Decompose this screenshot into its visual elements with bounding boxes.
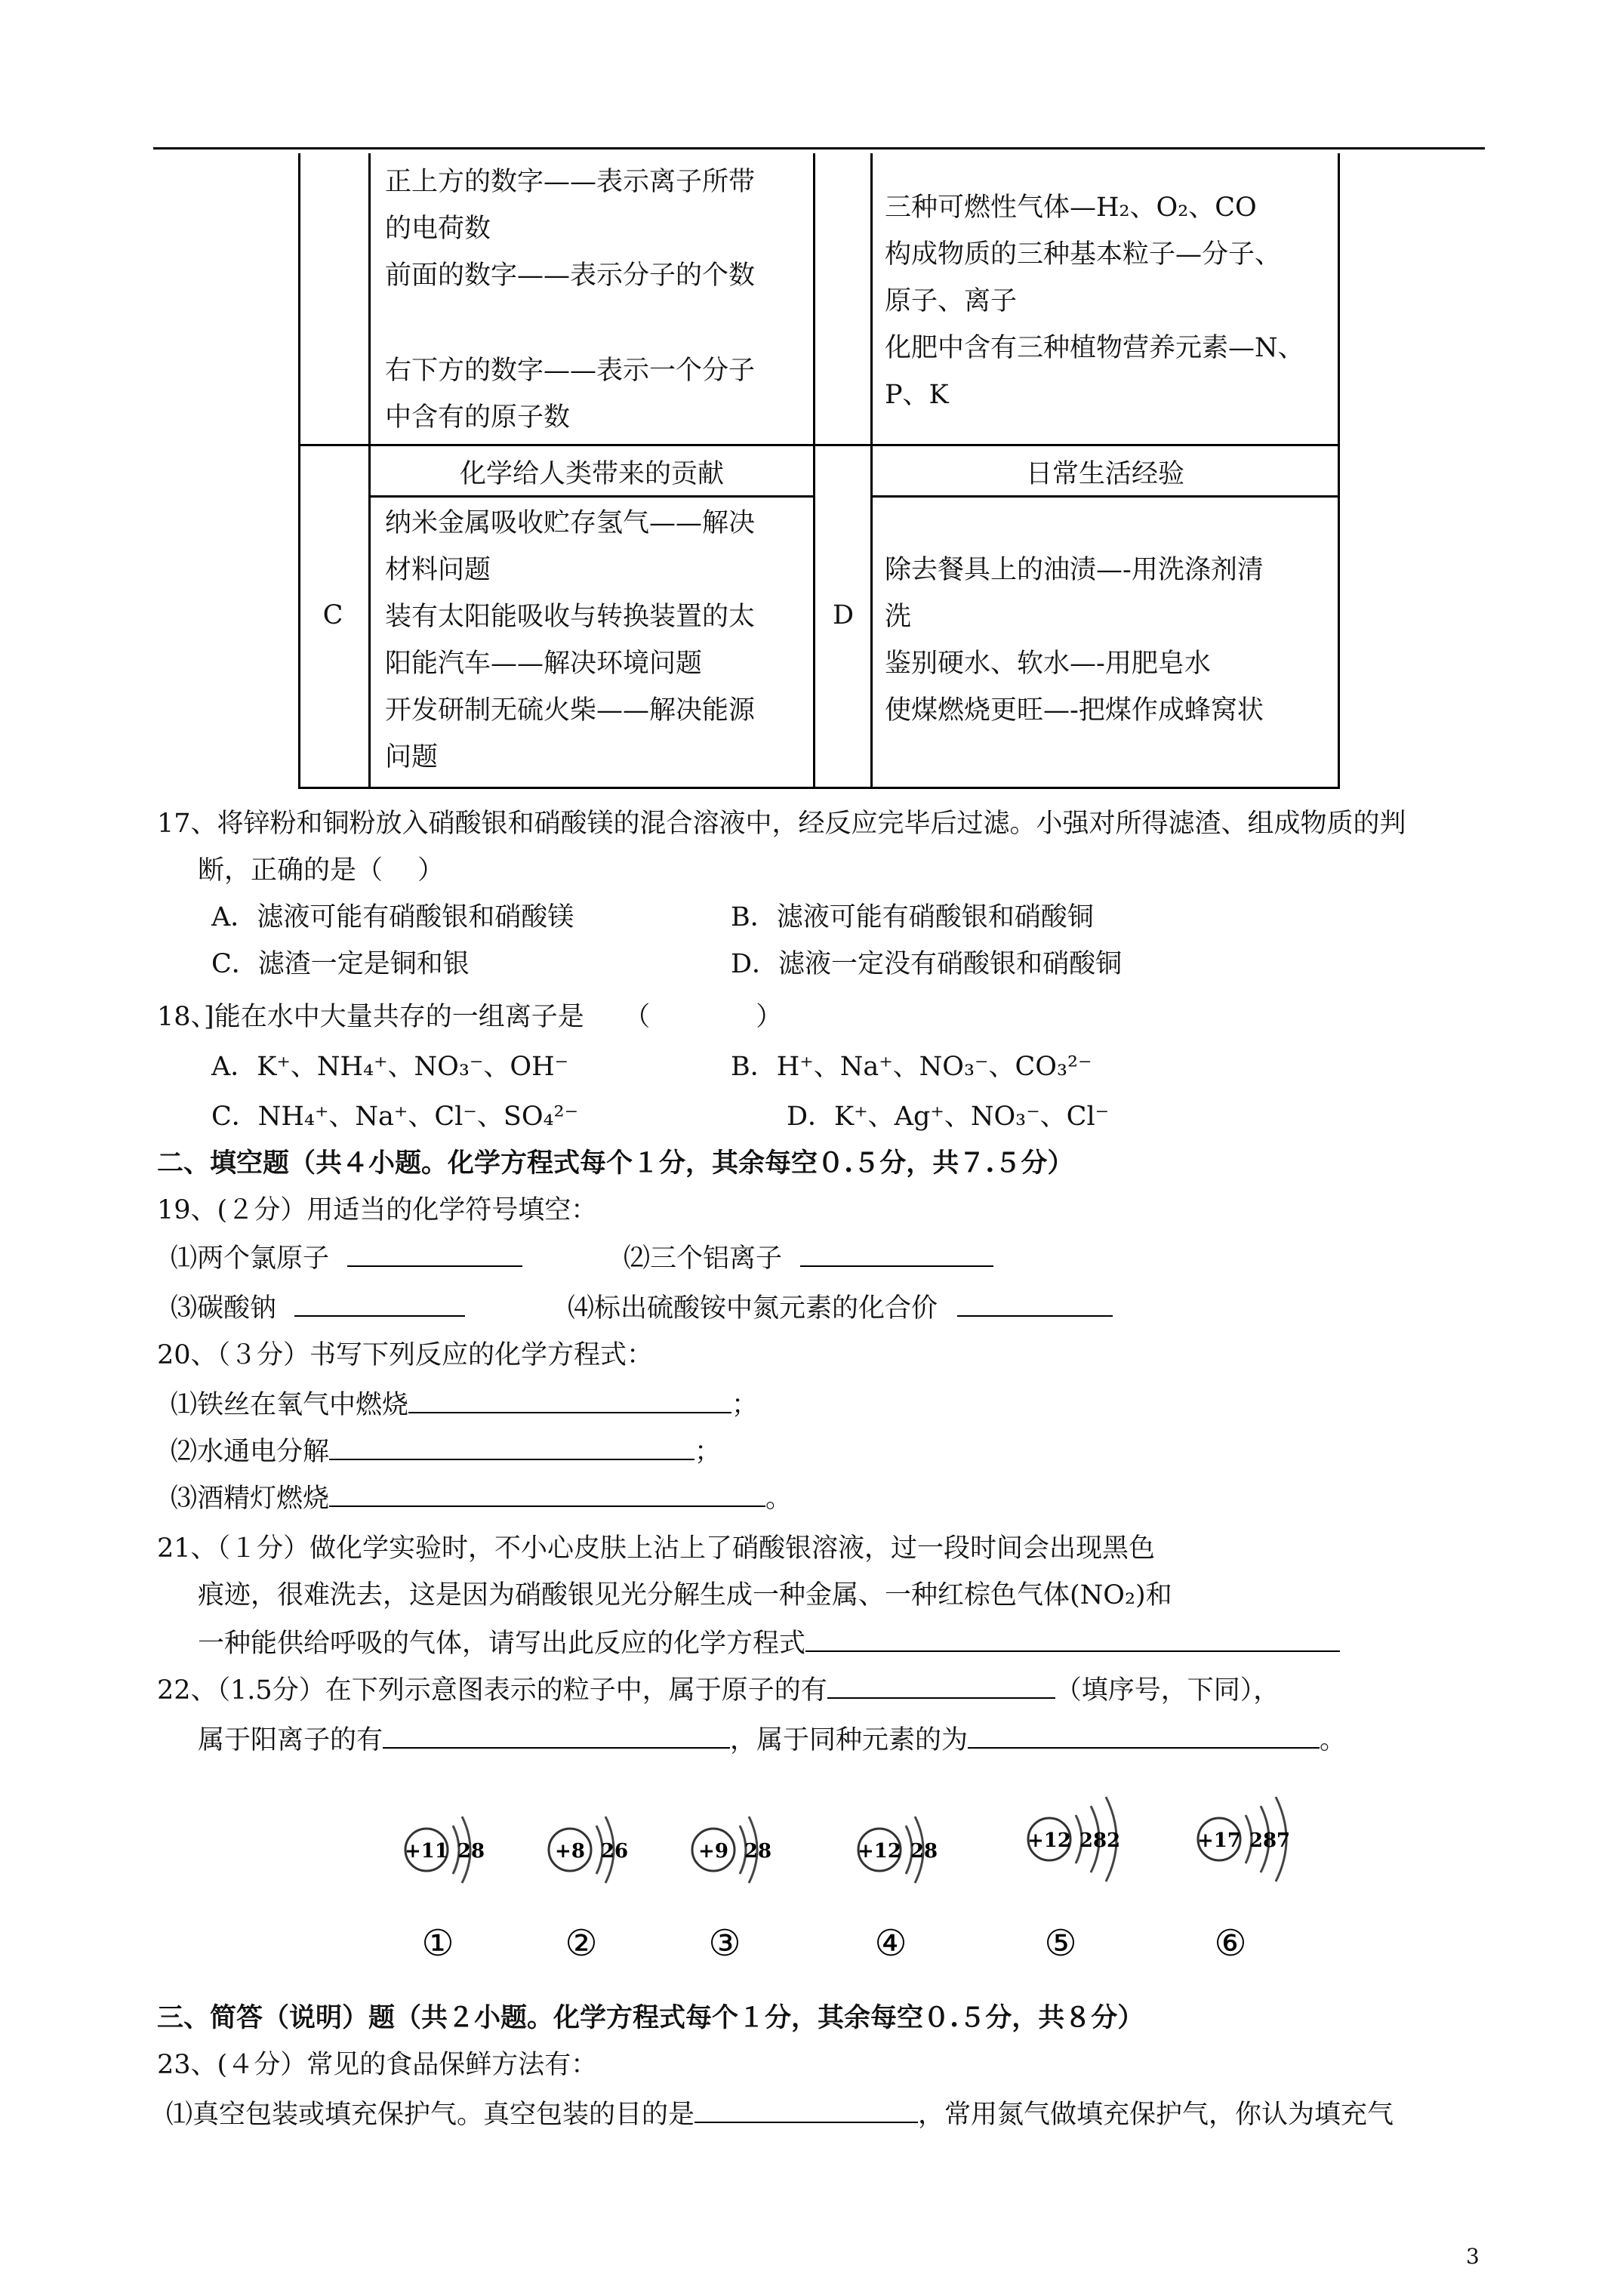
- q20-part-2-end: ；: [694, 1437, 722, 1467]
- row2-left-line-2: 材料问题: [385, 555, 491, 585]
- row-label-d: D: [832, 600, 855, 630]
- row1-left-line-2: 的电荷数: [385, 214, 491, 244]
- row1-left-line-5: 右下方的数字——表示一个分子: [385, 356, 756, 386]
- q19-blank-1[interactable]: [347, 1240, 522, 1267]
- q18-option-c: C．NH₄⁺、Na⁺、Cl⁻、SO₄²⁻: [211, 1102, 579, 1132]
- q22-blank-cations[interactable]: [383, 1721, 730, 1749]
- q22-line-1-text: 22、（1.5分）在下列示意图表示的粒子中，属于原子的有: [157, 1675, 827, 1706]
- q19-part-2-label: ⑵三个铝离子: [624, 1244, 783, 1274]
- nucleus-charge-3: +9: [698, 1840, 728, 1863]
- nucleus-charge-4: +12: [858, 1840, 901, 1863]
- nucleus-charge-1: +11: [405, 1840, 448, 1863]
- q20-part-2-label: ⑵水通电分解: [171, 1437, 330, 1467]
- q19-blank-2[interactable]: [800, 1240, 993, 1267]
- particle-label-2: ②: [565, 1922, 598, 1965]
- q21-line-3-text: 一种能供给呼吸的气体，请写出此反应的化学方程式: [198, 1629, 806, 1659]
- q19-part-3: [171, 1290, 465, 1326]
- q20-blank-1[interactable]: [408, 1386, 731, 1413]
- row1-left-line-6: 中含有的原子数: [385, 402, 571, 433]
- row2-right-line-2: 洗: [885, 602, 912, 632]
- q19-part-3-label: ⑶碳酸钠: [171, 1293, 277, 1324]
- particle-diagram-1: [393, 1774, 536, 1978]
- section-2-heading: 二、填空题（共４小题。化学方程式每个１分，其余每空０.５分，共７.５分）: [157, 1148, 1074, 1179]
- q17-option-d: D．滤液一定没有硝酸银和硝酸铜: [731, 949, 1123, 979]
- q23-blank-1[interactable]: [694, 2096, 918, 2123]
- q23-part-1-text: ⑴真空包装或填充保护气。真空包装的目的是: [166, 2100, 695, 2130]
- shell-electrons-2: 26: [600, 1840, 629, 1863]
- q21-line-2: 痕迹，很难洗去，这是因为硝酸银见光分解生成一种金属、一种红棕色气体(NO₂)和: [198, 1580, 1172, 1610]
- particle-diagram-6: [1185, 1774, 1329, 1978]
- particle-diagram-5: [1015, 1774, 1159, 1978]
- row1-right-line-4: 化肥中含有三种植物营养元素—N、: [885, 333, 1304, 363]
- particle-diagram-2: [536, 1774, 679, 1978]
- nucleus-charge-2: +8: [555, 1840, 585, 1863]
- q19-part-2: [624, 1240, 993, 1276]
- q19-part-1: [171, 1240, 522, 1276]
- q20-blank-2[interactable]: [329, 1433, 694, 1460]
- q22-line-2-text: 属于阳离子的有: [198, 1725, 383, 1755]
- particle-label-6: ⑥: [1214, 1922, 1247, 1965]
- row1-left-line-1: 正上方的数字——表示离子所带: [385, 167, 756, 197]
- page-number: 3: [1466, 2244, 1480, 2269]
- q17-option-a: A．滤液可能有硝酸银和硝酸镁: [211, 902, 574, 932]
- row2-left-line-1: 纳米金属吸收贮存氢气——解决: [385, 508, 756, 538]
- q21-line-3: [198, 1625, 1340, 1661]
- q19-part-1-label: ⑴两个氯原子: [171, 1244, 330, 1274]
- shell-electrons-5: 282: [1079, 1829, 1121, 1852]
- q20-part-1-end: ；: [731, 1390, 759, 1420]
- heading-daily-life: 日常生活经验: [1025, 459, 1184, 489]
- row2-left-line-5: 开发研制无硫火柴——解决能源: [385, 695, 756, 726]
- particle-structure-diagrams: [393, 1774, 1291, 1978]
- heading-contributions: 化学给人类带来的贡献: [459, 459, 724, 489]
- shell-electrons-4: 28: [910, 1840, 938, 1863]
- section-3-heading: 三、简答（说明）题（共２小题。化学方程式每个１分，其余每空０.５分，共８分）: [157, 2002, 1144, 2033]
- q18-option-a: A．K⁺、NH₄⁺、NO₃⁻、OH⁻: [211, 1052, 569, 1082]
- shell-electrons-1: 28: [457, 1840, 485, 1863]
- q22-blank-atoms[interactable]: [827, 1672, 1055, 1699]
- q19-part-4: [568, 1290, 1113, 1326]
- shell-electrons-3: 28: [744, 1840, 772, 1863]
- row2-right-line-1: 除去餐具上的油渍—-用洗涤剂清: [885, 555, 1264, 585]
- q18-option-d: D．K⁺、Ag⁺、NO₃⁻、Cl⁻: [787, 1102, 1110, 1132]
- row2-left-line-6: 问题: [385, 742, 439, 772]
- row1-right-line-5: P、K: [885, 380, 949, 410]
- q19-blank-3[interactable]: [294, 1290, 465, 1317]
- nucleus-charge-6: +17: [1197, 1829, 1241, 1852]
- header-rule: [153, 147, 1485, 149]
- q20-part-3: [171, 1480, 792, 1516]
- row2-left-line-3: 装有太阳能吸收与转换装置的太: [385, 602, 756, 632]
- q22-line-2-mid: ，属于同种元素的为: [730, 1725, 969, 1755]
- q22-line-1-tail: （填序号，下同），: [1055, 1675, 1280, 1706]
- row-label-c: C: [322, 600, 343, 630]
- q20-stem: 20、（３分）书写下列反应的化学方程式：: [157, 1340, 654, 1370]
- q23-stem: 23、(４分）常见的食品保鲜方法有：: [157, 2050, 598, 2080]
- q22-line-2: [198, 1721, 1346, 1758]
- q23-part-1: [166, 2096, 1394, 2132]
- q19-part-4-label: ⑷标出硫酸铵中氮元素的化合价: [568, 1293, 938, 1324]
- q17-option-c: C．滤渣一定是铜和银: [211, 949, 470, 979]
- row2-right-line-4: 使煤燃烧更旺—-把煤作成蜂窝状: [885, 695, 1264, 726]
- nucleus-charge-5: +12: [1027, 1829, 1071, 1852]
- particle-diagram-4: [845, 1774, 989, 1978]
- particle-label-4: ④: [874, 1922, 907, 1965]
- q21-line-1: 21、（１分）做化学实验时，不小心皮肤上沾上了硝酸银溶液，过一段时间会出现黑色: [157, 1533, 1156, 1564]
- q20-part-3-label: ⑶酒精灯燃烧: [171, 1484, 330, 1514]
- row2-right-line-3: 鉴别硬水、软水—-用肥皂水: [885, 649, 1211, 679]
- q21-blank[interactable]: [805, 1625, 1340, 1652]
- particle-label-5: ⑤: [1044, 1922, 1077, 1965]
- q17-stem-1: 17、将锌粉和铜粉放入硝酸银和硝酸镁的混合溶液中，经反应完毕后过滤。小强对所得滤渣、组成物质的判: [157, 809, 1406, 839]
- q22-line-2-end: 。: [1320, 1725, 1347, 1755]
- q19-stem: 19、(２分）用适当的化学符号填空：: [157, 1195, 598, 1225]
- particle-label-3: ③: [708, 1922, 741, 1965]
- row1-right-line-2: 构成物质的三种基本粒子—分子、: [885, 239, 1282, 270]
- q17-option-b: B．滤液可能有硝酸银和硝酸铜: [731, 902, 1094, 932]
- row1-right-line-3: 原子、离子: [885, 286, 1018, 316]
- q20-part-2: [171, 1433, 721, 1469]
- row2-left-line-4: 阳能汽车——解决环境问题: [385, 649, 703, 679]
- q20-part-1-label: ⑴铁丝在氧气中燃烧: [171, 1390, 409, 1420]
- q20-blank-3[interactable]: [329, 1480, 765, 1507]
- q22-line-1: [157, 1672, 1280, 1708]
- particle-diagram-3: [679, 1774, 823, 1978]
- q20-part-3-end: 。: [765, 1484, 793, 1514]
- shell-electrons-6: 287: [1249, 1829, 1291, 1852]
- q22-blank-same-element[interactable]: [968, 1721, 1320, 1749]
- particle-label-1: ①: [421, 1922, 454, 1965]
- q20-part-1: [171, 1386, 758, 1422]
- q18-stem: 18、]能在水中大量共存的一组离子是 （ ）: [157, 1002, 783, 1032]
- row1-left-line-3: 前面的数字——表示分子的个数: [385, 260, 756, 291]
- q19-blank-4[interactable]: [957, 1290, 1113, 1317]
- q17-stem-2: 断，正确的是（ ）: [198, 855, 445, 886]
- q18-option-b: B．H⁺、Na⁺、NO₃⁻、CO₃²⁻: [731, 1052, 1092, 1082]
- row1-right-line-1: 三种可燃性气体—H₂、O₂、CO: [885, 193, 1257, 223]
- q23-part-1-tail: ，常用氮气做填充保护气，你认为填充气: [918, 2100, 1394, 2130]
